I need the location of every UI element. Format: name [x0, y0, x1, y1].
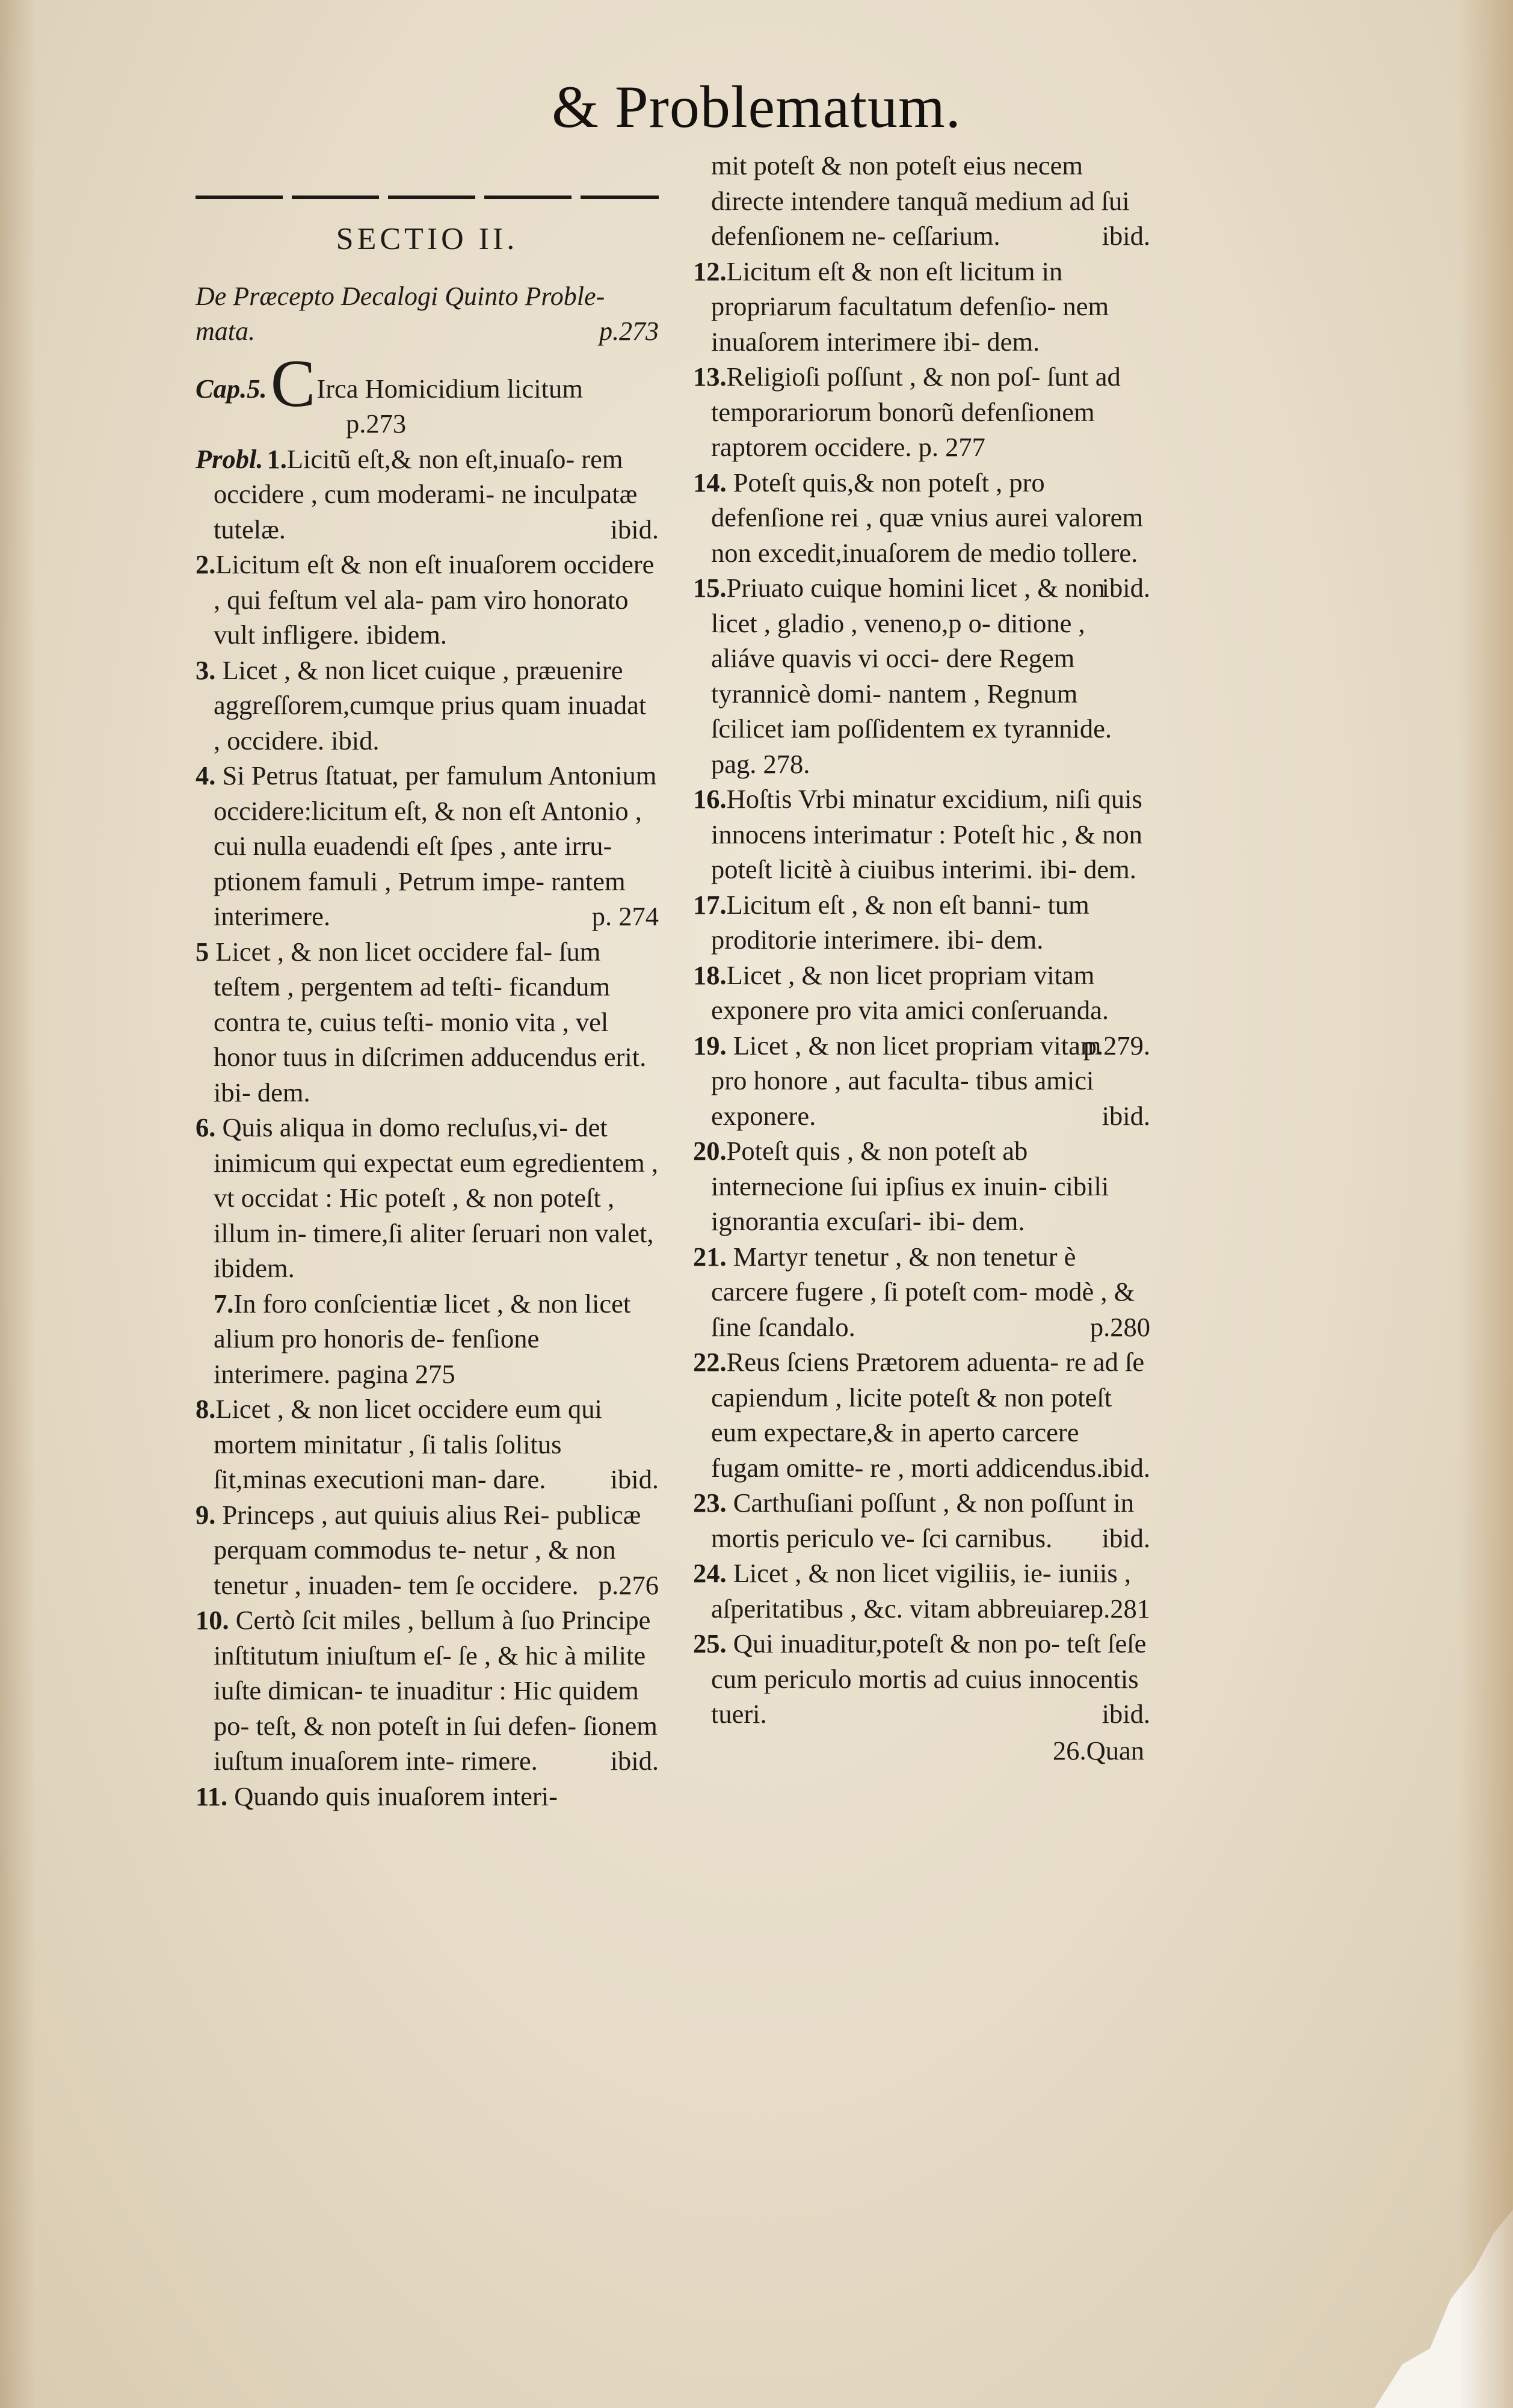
entry-text: Qui inuaditur,poteſt & non po- teſt ſeſe cum periculo mortis ad cuius innocentis tueri. [711, 1628, 1147, 1729]
section-title: SECTIO II. [336, 222, 519, 256]
entry-text: Licet , & non licet propriam vitam pro honore , aut faculta- tibus amici exponere. [711, 1030, 1102, 1131]
entry-text: Licitũ eſt,& non eſt,inuaſo- rem occidere , cum moderami- ne inculpatæ tutelæ. [214, 443, 638, 544]
list-item [196, 1286, 659, 1392]
entry-text: Licitum eſt , & non eſt banni- tum proditorie interimere. ibi- dem. [711, 889, 1089, 955]
entry-text: Religioſi poſſunt , & non poſ- ſunt ad temporariorum bonorũ defenſionem raptorem occidere. p. 277 [711, 362, 1121, 462]
entry-number: 18. [693, 959, 727, 990]
entry-number: 25. [693, 1628, 727, 1658]
list-item [693, 1344, 1150, 1485]
drop-capital: C [270, 346, 316, 421]
entry-text: In foro conſcientiæ licet , & non licet alium pro honoris de- fenſione interimere. pagina 275 [214, 1288, 631, 1389]
list-item [196, 1603, 659, 1779]
entry-ref: ibid. [610, 1464, 659, 1494]
entry-number: 17. [693, 889, 727, 920]
entry-number: 21. [693, 1241, 727, 1272]
entry-number: 22. [693, 1347, 727, 1377]
list-item [693, 254, 1150, 360]
entry-ref: p.279. [1083, 1030, 1150, 1061]
right-column [693, 148, 1150, 1768]
entry-number: 11. [196, 1781, 228, 1811]
entry-number: 16. [693, 784, 727, 814]
entry-ref: ibid. [1102, 1699, 1150, 1729]
entry-ref: ibid. [1102, 221, 1150, 251]
entry-text: Certò ſcit miles , bellum à ſuo Principe inſtitutum iniuſtum eſ- ſe , & hic à milite iuſte dimican- te inuaditur : Hic quidem po- teſt, & non poteſt in ſui defen- ſionem iuſtum inuaſorem inte- rimere. [214, 1605, 658, 1776]
entry-text: Poteſt quis , & non poteſt ab internecione ſui ipſius ex inuin- cibili ignorantia excuſari- ibi- dem. [711, 1136, 1109, 1236]
entry-ref: p.276 [598, 1569, 659, 1600]
entry-number: 2. [196, 549, 216, 579]
entry-ref: ibid. [1102, 1452, 1150, 1483]
entry-number: 13. [693, 362, 727, 392]
running-title: & Problematum. [552, 73, 961, 140]
torn-corner [1375, 2209, 1513, 2408]
list-item [693, 148, 1150, 254]
list-item [693, 359, 1150, 465]
entry-ref: ibid. [610, 1746, 659, 1776]
list-item [693, 1239, 1150, 1345]
list-item [196, 1779, 659, 1814]
chapter-text: Irca Homicidium licitum [316, 373, 583, 404]
entry-number: 23. [693, 1488, 727, 1518]
entry-ref: ibid. [1102, 1523, 1150, 1553]
entry-number: 14. [693, 467, 727, 497]
list-item [196, 1110, 659, 1286]
entry-number: 5 [196, 936, 209, 967]
entry-ref: ibid. [1102, 573, 1150, 603]
problem-label: Probl. [196, 443, 263, 474]
entry-text: Martyr tenetur , & non tenetur è carcere fugere , ſi poteſt com- modè , & ſine ſcandalo. [711, 1241, 1135, 1342]
entry-number: 6. [196, 1112, 216, 1142]
entry-number: 10. [196, 1605, 229, 1635]
entry-text: Licet , & non licet cuique , præuenire aggreſſorem,cumque prius quam inuadat , occidere. ibid. [214, 654, 647, 756]
entry-text: Hoſtis Vrbi minatur excidium, niſi quis innocens interimatur : Poteſt hic , & non poteſt licitè à ciuibus interimi. ibi- dem. [711, 784, 1142, 884]
list-item [196, 653, 659, 759]
entry-number: 15. [693, 573, 727, 603]
list-item [196, 1497, 659, 1603]
chapter-entry [196, 346, 659, 442]
list-item [693, 1485, 1150, 1556]
entry-number: 1. [267, 443, 287, 474]
entry-number: 3. [196, 654, 216, 685]
entry-text: Priuato cuique homini licet , & non licet , gladio , veneno,p o- ditione , aliáve quavis vi occi- dere Regem tyrannicè domi- nantem , Regnum ſcilicet iam poſſidentem ex tyrannide. pag. 278. [711, 573, 1112, 779]
continuation-text: mit poteſt & non poteſt eius necem directe intendere tanquã medium ad ſui defenſionem ne- ceſſarium. [711, 150, 1130, 251]
entry-number: 9. [196, 1499, 216, 1530]
entry-number: 20. [693, 1136, 727, 1166]
entry-text: Licitum eſt & non eſt licitum in propriarum facultatum defenſio- nem inuaſorem interimere ibi- dem. [711, 256, 1109, 357]
section-heading [196, 279, 659, 349]
entry-number: 19. [693, 1030, 727, 1061]
list-item [693, 1133, 1150, 1239]
heading-text: De Præcepto Decalogi Quinto Proble- mata. [196, 281, 605, 346]
list-item [196, 934, 659, 1110]
entry-text: Princeps , aut quiuis alius Rei- publicæ perquam commodus te- netur , & non tenetur , inuaden- tem ſe occidere. [214, 1499, 641, 1600]
entry-number: 4. [196, 760, 216, 790]
entry-ref: p. 274 [591, 901, 659, 931]
entry-text: Quis aliqua in domo recluſus,vi- det inimicum qui expectat eum egredientem , vt occidat : Hic poteſt , & non poteſt , illum in- timere,ſi aliter ſeruari non valet, ibidem. [214, 1112, 658, 1283]
list-item [196, 758, 659, 934]
entry-text: Licitum eſt & non eſt inuaſorem occidere , qui feſtum vel ala- pam viro honorato vult infligere. ibidem. [214, 549, 655, 650]
entry-ref: ibid. [1102, 1100, 1150, 1131]
entry-ref: p.281 [1089, 1593, 1150, 1624]
entry-text: Si Petrus ſtatuat, per famulum Antonium occidere:licitum eſt, & non eſt Antonio , cui nulla euadendi eſt ſpes , ante irru- ptionem famuli , Petrum impe- rantem interimere. [214, 760, 657, 931]
ornamental-rule [196, 196, 659, 199]
entry-text: Quando quis inuaſorem interi- [234, 1781, 558, 1811]
entry-text: Licet , & non licet propriam vitam exponere pro vita amici conſeruanda. [711, 959, 1109, 1025]
list-item [693, 781, 1150, 887]
entry-text: Licet , & non licet vigiliis, ie- iuniis , aſperitatibus , &c. vitam abbreuiare. [711, 1558, 1131, 1624]
chapter-label: Cap.5. [196, 373, 267, 404]
list-item [196, 547, 659, 653]
catchword: 26.Quan [1052, 1735, 1144, 1766]
entry-number: 24. [693, 1558, 727, 1588]
entry-number: 12. [693, 256, 727, 286]
entry-ref: ibid. [610, 514, 659, 544]
entry-text: Licet , & non licet occidere eum qui mortem minitatur , ſi talis ſolitus ſit,minas executioni man- dare. [214, 1394, 602, 1494]
list-item [693, 1028, 1150, 1134]
entry-number: 7. [214, 1288, 234, 1319]
entry-text: Reus ſciens Prætorem aduenta- re ad ſe capiendum , licite poteſt & non poteſt eum expectare,& in aperto carcere fugam omitte- re , morti addicendus. [711, 1347, 1145, 1483]
entry-ref: p.280 [1089, 1311, 1150, 1342]
entry-text: Licet , & non licet occidere fal- ſum teſtem , pergentem ad teſti- ficandum contra te, cuius teſti- monio vita , vel honor tuus in diſcrimen adducendus erit. ibi- dem. [214, 936, 647, 1107]
list-item [693, 1626, 1150, 1732]
chapter-page-ref: p.273 [346, 408, 407, 439]
list-item [196, 442, 659, 547]
left-column [196, 144, 659, 1814]
list-item [196, 1391, 659, 1497]
list-item [693, 1556, 1150, 1626]
entry-number: 8. [196, 1394, 216, 1424]
list-item [693, 570, 1150, 781]
entry-text: Poteſt quis,& non poteſt , pro defenſione rei , quæ vnius aurei valorem non excedit,inuaſorem de medio tollere. [711, 467, 1143, 568]
list-item [693, 887, 1150, 958]
entry-text: Carthuſiani poſſunt , & non poſſunt in mortis periculo ve- ſci carnibus. [711, 1488, 1134, 1553]
heading-page-ref: p.273 [599, 316, 659, 346]
